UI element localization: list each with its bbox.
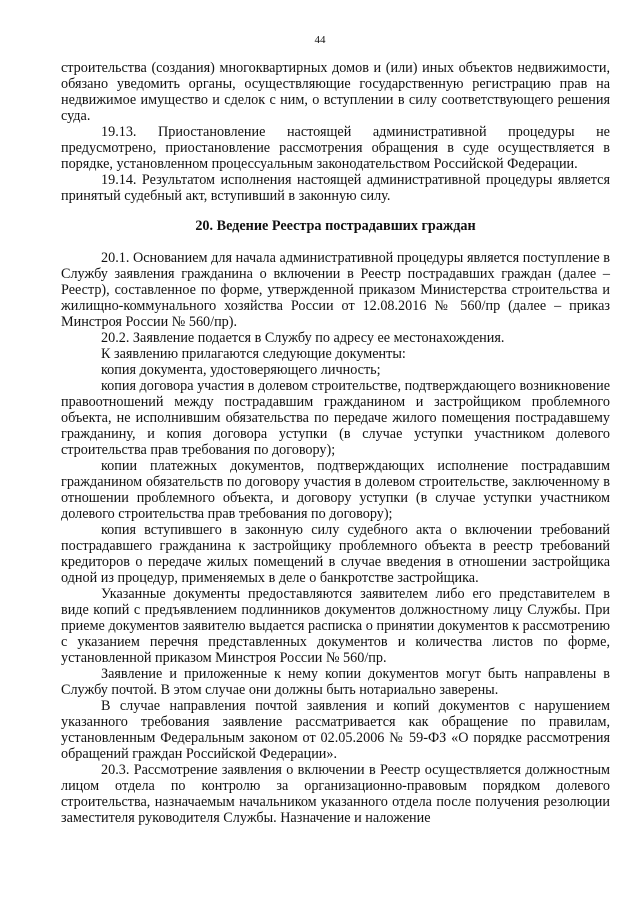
page-number: 44 — [314, 34, 326, 46]
paragraph: 19.14. Результатом исполнения настоящей административной процедуры является принятый судебный акт, вступивший в законную силу. — [61, 172, 610, 204]
list-item: копия документа, удостоверяющего личность; — [101, 362, 381, 378]
paragraph: строительства (создания) многоквартирных домов и (или) иных объектов недвижимости, обязано уведомить органы, осуществляющие государственную регистрацию прав на недвижимое имущество и сделок с ним, о вступлении в силу соответствующего решения суда. — [61, 60, 610, 124]
section-heading: 20. Ведение Реестра пострадавших граждан — [195, 218, 476, 234]
paragraph: В случае направления почтой заявления и копий документов с нарушением указанного требования заявление рассматривается как обращение по правилам, установленным Федеральным законом от 02.05.2006 № 59-ФЗ «О порядке рассмотрения обращений граждан Российской Федерации». — [61, 698, 610, 762]
paragraph: 20.3. Рассмотрение заявления о включении в Реестр осуществляется должностным лицом отдела по контролю за организационно-правовым порядком долевого строительства, назначаемым начальником указанного отдела после получения резолюции заместителя руководителя Службы. Назначение и наложение — [61, 762, 610, 826]
paragraph: Заявление и приложенные к нему копии документов могут быть направлены в Службу почтой. В этом случае они должны быть нотариально заверены. — [61, 666, 610, 698]
paragraph: 20.1. Основанием для начала административной процедуры является поступление в Службу заявления гражданина о включении в Реестр пострадавших граждан (далее – Реестр), составленное по форме, утвержденной приказом Министерства строительства и жилищно-коммунального хозяйства России от 12.08.2016 № 560/пр (далее – приказ Минстроя России № 560/пр). — [61, 250, 610, 330]
paragraph: К заявлению прилагаются следующие документы: — [101, 346, 406, 362]
list-item: копия договора участия в долевом строительстве, подтверждающего возникновение правоотношений между пострадавшим гражданином и застройщиком проблемного объекта, не исполнившим обязательства по передаче жилого помещения пострадавшему гражданину, и копия договора уступки (в случае уступки участником долевого строительства прав требования по договору); — [61, 378, 610, 458]
document-body — [61, 60, 610, 826]
paragraph: Указанные документы предоставляются заявителем либо его представителем в виде копий с предъявлением подлинников документов должностному лицу Службы. При приеме документов заявителю выдается расписка о принятии документов к рассмотрению с указанием перечня представленных документов и количества листов по форме, установленной приказом Минстроя России № 560/пр. — [61, 586, 610, 666]
list-item: копия вступившего в законную силу судебного акта о включении требований пострадавшего гражданина к застройщику проблемного объекта в реестр требований кредиторов о передаче жилых помещений в случае введения в отношении застройщика одной из процедур, применяемых в деле о банкротстве застройщика. — [61, 522, 610, 586]
list-item: копии платежных документов, подтверждающих исполнение пострадавшим гражданином обязательств по договору участия в долевом строительстве, заключенному в отношении проблемного объекта, и договору уступки (в случае уступки участником долевого строительства прав требования по договору); — [61, 458, 610, 522]
paragraph: 19.13. Приостановление настоящей административной процедуры не предусмотрено, приостановление рассмотрения обращения в суде осуществляется в порядке, установленном процессуальным законодательством Российской Федерации. — [61, 124, 610, 172]
paragraph: 20.2. Заявление подается в Службу по адресу ее местонахождения. — [101, 330, 505, 346]
